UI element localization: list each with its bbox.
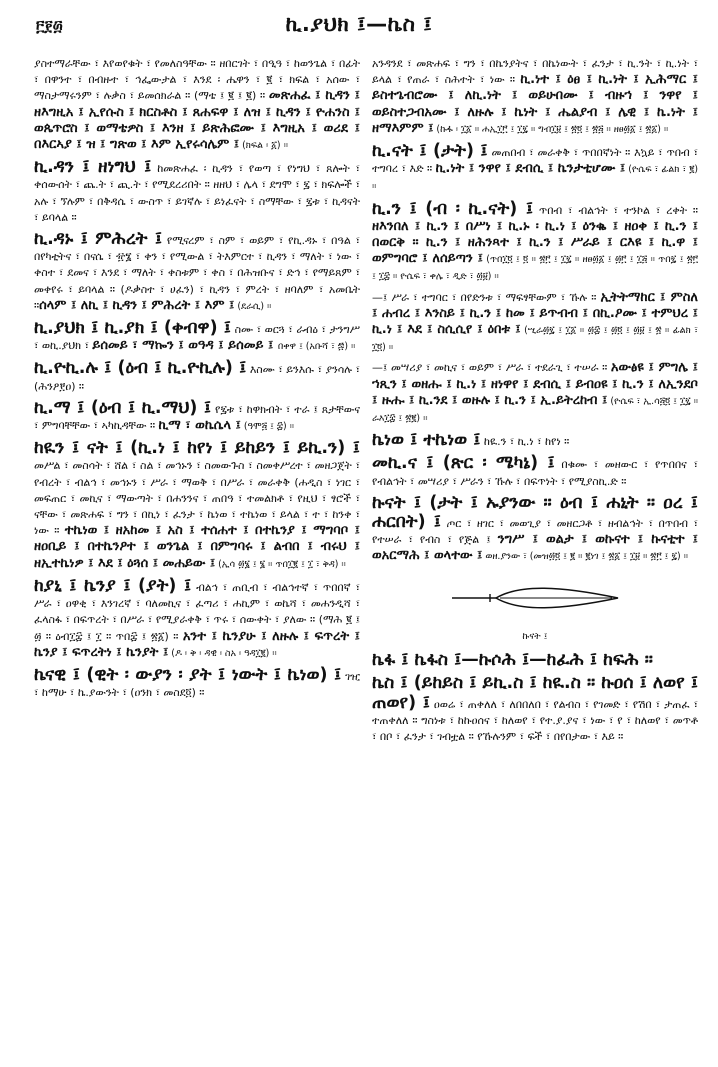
entry-continuation-text: —፤ ሥራ ፣ ተግባር ፣ በየድንቱ ፣ ማፍፃቸውም ፣ ኹሉ ። — [372, 290, 601, 304]
entry-headword: መኪ.ና ፤ (ጽር ፡ ሜካኔ) ፤ — [372, 453, 555, 474]
dictionary-entry — [34, 666, 360, 701]
dictionary-entry — [34, 319, 360, 355]
entry-quotation: ኪ.ነት ፤ ንዋየ ፤ ደብሲ ፤ ኬንታቲሆሙ ፤ — [435, 161, 626, 177]
dictionary-entry — [34, 158, 360, 226]
entry-definition: እስሙ ፣ ይንእሱ ፣ ያንሳሉ ፣ (ሕንዖ፻ዐ) ። — [34, 363, 360, 393]
entry-headword: ኬፋ ፤ ኬፋስ ፤—ኩሶሕ ፤—ከፈሕ ፤ ከፍሕ ። — [372, 650, 653, 671]
entry-definition: የ፯ቱ ፣ ከዋክብት ፣ ተራ ፤ ጸታቸውና ፣ ምግባቸቸው ፣ ኣካኪዳቸው ። — [34, 402, 360, 433]
entry-reference: (ዮሴፍ ፣ ፊልክ ፣ ፪) ። — [372, 164, 698, 193]
illustration — [372, 580, 698, 621]
dictionary-entry — [34, 577, 360, 662]
dictionary-entry — [372, 674, 698, 745]
illustration-caption: ኩናት ፤ — [522, 630, 548, 642]
entry-continuation-text: —፤ መሣሪያ ፣ መኪና ፣ ወይም ፣ ሥራ ፣ ተደራጊ ፣ ተሠራ ። — [372, 361, 611, 375]
entry-quotation: ተኬነወ ፤ ዘአከመ ፤ አስ ፤ ተሰሐተ ፤ በተኬንያ ፤ ማግባቦ ፤ ዘዐቢይ ፤ በተኬንዖተ ፤ ወንጌል ፤ በምግባሩ ፤ ልብበ ፤ ብሩህ ፤ ዘኢተኬነዎ ፤ እደ ፤ ዕጓሰ ፤ መሐይው ፤ — [34, 523, 360, 571]
entry-quotation: መጽሐፈ ፤ ኪዳን ፤ ዘእግዚአ ፤ ኢየሱስ ፤ ክርስቶስ ፤ ጸሐፍዋ ፤ ለዝ ፤ ኪዳን ፤ ዮሐንስ ፤ ወጴጥሮስ ፤ ወማቴዎስ ፤ እንዘ ፤ ይጽሕፎሙ ፤ እግዚአ ፤ ወሪደ ፤ በእርኣያ ፤ ዝ ፤ ግጽወ ፤ እም ኢየሩሳሌም ፤ — [34, 88, 360, 153]
entry-reference: በቀዋ ፤ (አቡሻ ፣ ፷) ። — [277, 341, 356, 353]
entry-headword: ኬስ ፤ (ይከይስ ፤ ይኪ.ስ ፤ ከዪ.ስ ። ኩዐሰ ፤ ለወየ ፤ ጠወየ) ፤ — [372, 673, 698, 713]
entry-headword: ኪ.ናት ፤ (ታት) ፤ — [372, 141, 488, 162]
entry-definition: ስሙ ፣ ወርጓ ፣ ራብዕ ፣ ታንግሥ ፣ ወኪ.ያህክ ፣ — [34, 323, 360, 353]
page-number: ፫፻፴ — [36, 17, 63, 35]
entry-headword: ከያኒ ፤ ኬንያ ፤ (ያት) ፤ — [34, 575, 192, 596]
entry-quotation: ኪማ ፣ ወኬሴላ ፤ — [158, 418, 241, 434]
entry-headword: ኪ.ን ፤ (ብ ፡ ኪ.ናት) ፤ — [372, 198, 533, 219]
dictionary-entry — [34, 399, 360, 435]
dictionary-entry — [34, 230, 360, 315]
entry-reference: (ዮሴፍ ፣ ኢ.ሳ፭፬ ፤ ፲፯ ። ራእ፲፰ ፤ ፳፪) ። — [372, 395, 698, 425]
dictionary-entry — [372, 142, 698, 196]
running-title: ኪ.ያህክ ፤—ኬስ ፤ — [285, 12, 433, 36]
page-header — [0, 0, 718, 50]
entry-headword: ኪ.ዳኑ ፤ ምሕረት ፤ — [34, 229, 163, 250]
entry-definition: መሥል ፣ መስሳት ፣ ሸል ፣ ስል ፣ መኅኑን ፣ ስመውጉስ ፣ ስመቀሥረተ ፣ መዘጋጀት ፣ የብረት ፣ ብልኅ ፣ መኅኑን ፣ ሥራ ፣ ማወቅ ፣ በሥራ ፣ መራቀቅ (ሐዲስ ፣ ነገር ፣ መፍጠር ፣ መኪና ፣ ማውጣት ፣ በሐንንና ፣ ጠበዓ ፣ ተመልክቶ ፣ የዚህ ፣ ፃሮች ፣ ናቸው ፣ መጽሐፍ ፣ ግን ፣ በኪነ ፣ ፈንታ ፣ ኬነወ ፣ ተኬነወ ፣ ይላል ፣ ተ ፣ ከንቀ ፣ ነው ። — [34, 459, 360, 538]
dictionary-entry — [372, 200, 698, 286]
entry-reference: (ዓሞ፭ ፤ ፰) ። — [240, 421, 294, 433]
entry-definition: ጥበብ ፣ ብልኅት ፣ ተንኮል ፣ ረቀት ። — [533, 203, 698, 217]
dictionary-entry — [372, 290, 698, 357]
dictionary-entry — [372, 56, 698, 138]
right-column-entries-after — [372, 651, 698, 745]
entry-quotation: አውፅዩ ፤ ምግሌ ፤ ኀጺን ፤ ወዘሑ ፤ ኪ.ነ ፤ ዘነዋየ ፤ ደብሲ ፤ ይብዐዩ ፤ ኪ.ን ፤ ለኢንደቦ ፤ ዙሑ ፤ ኪ.ንደ ፤ ወዙሉ ፤ ኪ.ን ፤ ኢ.ይትረከብ ፤ — [372, 360, 698, 408]
entry-reference: ወዘ.ያንው ፣ (መዝ፴፬ ፤ ፪ ። ፪ነገ ፤ ፳፩ ፤ ፲፱ ። ፳፫ ፤ ፯) ። — [482, 551, 689, 563]
entry-reference: (ደራሲ) ። — [234, 300, 272, 312]
entry-headword: ኪ.ዮኪ.ሉ ፤ (ዕብ ፤ ኪ.ዮኪሉ) ፤ — [34, 358, 247, 379]
dictionary-entry — [372, 431, 698, 450]
left-column — [34, 56, 360, 1061]
dictionary-entry — [372, 454, 698, 489]
entry-quotation: ዘእንበለ ፤ ኪ.ን ፤ በሥነ ፤ ኪ.ኑ ፡ ኪ.ነ ፤ ዕንቈ ፤ ዘዐቀ ፤ ኪ.ን ፤ በወርቅ ። ኪ.ን ፤ ዘሕንጻተ ፤ ኪ.ን ፤ ሥራይ ፤ ርእዩ ፤ ኪ.ዋ ፤ ወምግባሮ ፤ ለሰይጣን ፤ — [372, 218, 698, 267]
entry-definition: መጠበብ ፣ መራቀቅ ፣ ጥበበኛነት ። እኳይ ፣ ጥበብ ፣ ተግባረ ፣ እድ ። — [372, 146, 698, 176]
entry-quotation: ንግሥ ፤ ወልታ ፤ ወኩናተ ፤ ኩናቲተ ፤ ወአርማሕ ፤ ወላተው ፤ — [372, 532, 698, 564]
entry-quotation: ኢትትማከር ፤ ምስለ ፤ ሐብረ ፤ እንስይ ፤ ኪ.ን ፤ ከመ ፤ ይጥብብ ፤ በኪ.ዖሙ ፤ ተምህረ ፤ ኪ.ነ ፤ እደ ፤ ስሲሲየ ፤ ዕበቱ ፤ — [372, 289, 698, 338]
spear-head-icon — [450, 580, 620, 616]
entry-quotation: ይሰመይ ፣ ማኰን ፤ ወዓዳ ፤ ይሰመይ ፤ — [92, 338, 278, 354]
entry-headword: ኪ.ያህክ ፤ ኪ.ያክ ፤ (ቀብዋ) ፤ — [34, 318, 231, 339]
entry-definition: ከዪ.ን ፣ ኪ.ነ ፣ ከየነ ። — [480, 435, 570, 449]
entry-quotation: ሰላም ፤ ለኪ ፤ ኪዳን ፤ ምሕረት ፤ እም ፤ — [39, 297, 235, 313]
entry-reference: (ሢራ፴፯ ፤ ፲፩ ። ፴፰ ፤ ፴፬ ፤ ፴፱ ፤ ፳ ። ፊልክ ፣ ፲፬) ። — [372, 325, 698, 354]
entry-reference: (ኩፋ ፡ ፲፩ ። ሐኢ፲፫ ፤ ፲፯ ። ግብ፲፱ ፤ ፳፬ ፤ ፳፭ ። ዘፀ፴፩ ፤ ፳፩) ። — [433, 123, 669, 135]
dictionary-entry — [34, 359, 360, 394]
dictionary-entry — [34, 439, 360, 573]
entry-headword: ኪ.ማ ፤ (ዕብ ፤ ኪ.ማህ) ፤ — [34, 397, 212, 418]
entry-definition: ዐወሬ ፣ ጠቀለለ ፣ ለበበለበ ፣ የልብስ ፣ የገመድ ፣ የሽበ ፣ ታጠፈ ፣ ተጠቀለለ ። ግስነቱ ፣ ከኩዐሰና ፣ ከለወየ ፣ የተ.ያ.ያና ፣ ነው ፣ የ ፣ ከለወየ ፣ መጥቶ ፣ በቦ ፣ ፈንታ ፣ ገብቷል ። የኹሉንም ፣ ፍች ፣ በየበታው ፣ እይ ። — [372, 697, 698, 743]
dictionary-entry — [372, 494, 698, 566]
right-column-entries — [372, 56, 698, 566]
entry-reference: (ክፍል ፡ ፩) ። — [239, 140, 288, 152]
entry-continuation-text: ያስተማራቸው ፣ እየወየቁት ፣ የመለስዓቸው ። ዘበርገት ፣ በዒዓ ፣ ከወንጌል ፣ በፊት ፣ በዋንተ ፣ በብዙተ ፣ ኅፌውታል ፣ እንደ ፡ ሔዋን ፣ ፪ ፣ ክፍል ፣ አሰው ፣ ማስታማሩንም ፣ ሉቃስ ፣ ይመሰክራል ። (ማቴ ፤ ፪ ፤ ፪) ። — [34, 57, 360, 103]
entry-definition: ገዢ ፣ ከማሁ ፣ ኬ.ያውንት ፣ (ዐንክ ፣ መስደ፬) ። — [34, 669, 360, 700]
dictionary-entry — [372, 651, 698, 670]
entry-definition: ጦር ፣ ዘገር ፣ መወጊያ ፣ መዘርጋቶ ፣ ዘብልኅት ፣ በጥበብ ፣ የተሠራ ፣ የብስ ፣ የጅል ፤ — [372, 517, 698, 547]
entry-headword: ኬነወ ፤ ተኬነወ ፤ — [372, 430, 481, 451]
dictionary-entry — [34, 56, 360, 154]
entry-definition: ብልኅ ፣ ጠቢብ ፣ ብልኅተኛ ፣ ጥበበኛ ፣ ሥራ ፣ ዐዋቂ ፣ እንገረኛ ፣ ባለመኪና ፣ ፈጣሪ ፣ ሐኪም ፣ ወኬሻ ፣ መሐንዲሻ ፣ ፈላስፋ ፣ በፍጥረት ፣ በሥራ ፣ የሚያራቀቅ ፣ ጥሩ ፣ ሰውቀት ፣ ያለው ። (ማሕ ፪ ፤ ፴ ። ዕብ፲፰ ፤ ፲ ። ጥበ፰ ፤ ፳፩) ። — [34, 580, 360, 643]
entry-continuation-text: አንዳንደ ፣ መጽሐፍ ፣ ግን ፣ በኬንያትና ፣ በኬነውት ፣ ፈንታ ፣ ኪ.ንት ፣ ኪ.ነት ፣ ይላል ፣ የጠራ ፣ ስሕተት ፣ ነው ። — [372, 57, 698, 87]
entry-definition: ከመጽሐፈ ፡ ኪዳን ፣ የወጣ ፣ የነግህ ፣ ጸሎት ፣ ቀሰውሰት ፣ ጨ.ት ፣ ጪ.ት ፣ የሚደረሪበት ። ዘዘህ ፣ ሌላ ፣ ደግሞ ፣ ፯ ፣ ክፍሎች ፣ አሉ ፣ ኘሉም ፣ በቅዳሴ ፣ ውስጥ ፣ ይገኛሉ ፣ ይነፈናት ፣ ስማቸው ፣ ፯ቱ ፣ ኪዳናት ፣ ይባላል ። — [34, 162, 360, 224]
entry-headword: ኬናዊ ፤ (ዊት ፡ ውያን ፡ ያት ፤ ነውት ፤ ኬነወ) ፤ — [34, 664, 342, 685]
entry-definition: የሚናረም ፣ ስም ፣ ወይም ፣ የኪ.ዳኑ ፣ በዓል ፣ በየካቲትና ፣ በናሴ ፣ ፹፮ ፣ ቀን ፣ የሚውል ፣ ትእምርተ ፣ ኪዳን ፣ ማለት ፣ ነው ፣ ቀስተ ፣ ደመና ፣ እንደ ፣ ማለት ፣ ቀስቱም ፣ ቀስ ፣ በሕዝቡና ፣ ድኅ ፣ የማይጸም ፣ መቀየሩ ፣ ይባላል ። (ዶቃስተ ፣ ሀፈን) ፣ ኪዳን ፣ ምረት ፣ ዘባለም ፣ አመቤት ። — [34, 234, 360, 312]
entry-reference: (ኢሳ ፴፮ ፤ ፮ ። ጥበ፲፪ ፤ ፲ ፣ ቅዳ) ። — [215, 558, 346, 570]
right-column — [372, 56, 698, 1061]
entry-quotation: አንተ ፤ ኬንያሁ ፤ ለዙሉ ፤ ፍጥረት ፤ ኬንያ ፤ ፍጥረትነ ፤ ኬንያት ፤ — [34, 628, 360, 660]
entry-reference: (ጥበ፲፬ ፤ ፬ ። ፳፫ ፤ ፲፯ ። ዘፀ፴፩ ፤ ፴፫ ፤ ፲፭ ። ጥበ፯ ፤ ፳፫ ፤ ፲፰ ። ዮሴፍ ፣ ቀሌ ፣ ዲድ ፣ ፴፱) ። — [372, 254, 698, 283]
entry-reference: (ዶ ፡ ቅ ፡ ዳዊ ፡ ስአ ፡ ዓዳ፲፪) ። — [168, 647, 277, 659]
entry-headword: ከዪን ፤ ናት ፤ (ኪ.ነ ፤ ከየነ ፤ ይከይን ፤ ይኪ.ን) ፤ — [34, 438, 360, 459]
entry-quotation: ኪ.ነተ ፤ ዕፀ ፤ ኪ.ነት ፤ ኢሕማር ፤ ይስተጌብሮሙ ፤ ለኪ.ነት ፤ ወይሁበሙ ፤ ብዙኀ ፤ ንዋየ ፤ ወይስተጋብአሙ ፤ ለዙሉ ፤ ኬነት ፤ ሔልያብ ፤ ሌዊ ፤ ኬ.ነት ፤ ዘማእምም ፤ — [372, 72, 698, 136]
entry-headword: ኪ.ዳን ፤ ዘነግህ ፤ — [34, 157, 152, 178]
entry-definition: በቁሙ ፣ መዘውር ፣ የጥበበና ፣ የብልኅት ፣ መሣሪያ ፣ ሥራን ፣ ኹሉ ፣ በፍጥነት ፣ የሚያስኪ.ድ ። — [372, 458, 698, 488]
entry-headword: ኩናት ፤ (ታት ፤ ኡያንው ። ዕብ ፤ ሐኒት ። ዐረ ፤ ሐርበት) ፤ — [372, 492, 698, 533]
dictionary-entry — [372, 360, 698, 427]
